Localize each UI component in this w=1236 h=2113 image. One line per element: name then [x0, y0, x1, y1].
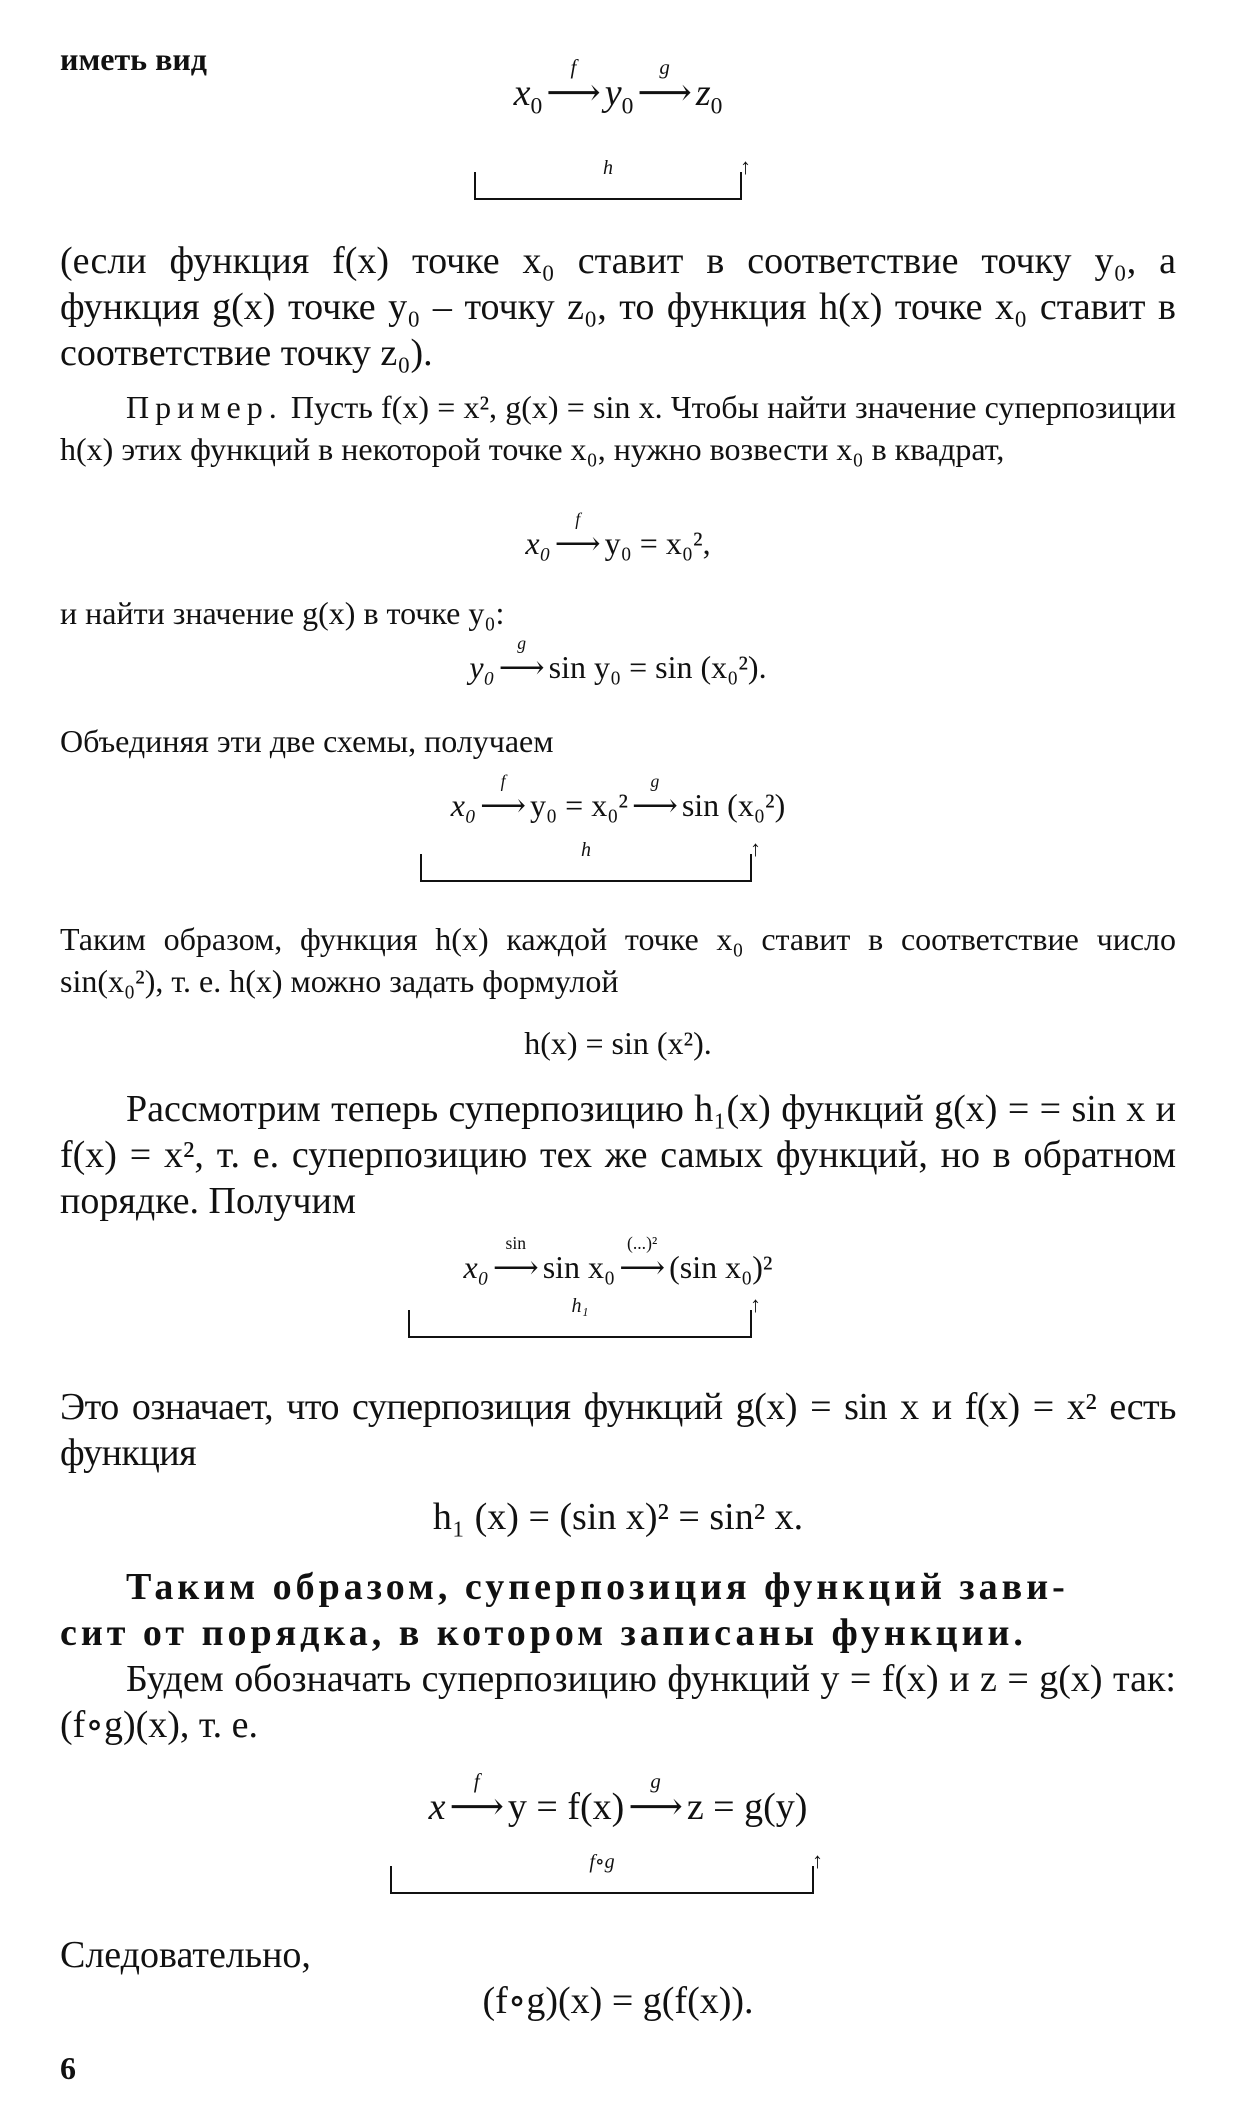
composition-bracket-2	[420, 836, 761, 882]
formula-5: (f∘g)(x) = g(f(x)).	[482, 1980, 754, 2022]
up-arrow-icon: ↑	[750, 836, 761, 861]
formula-3: h(x) = sin (x²).	[524, 1025, 712, 1061]
scheme-2-arrow-f-label: f	[500, 771, 506, 792]
composition-bracket-4	[390, 1848, 823, 1894]
bracket-4-label: f∘g	[589, 1851, 615, 1873]
paragraph-4: Это означает, что суперпозиция функций g(x) = sin x и f(x) = x² есть функция	[60, 1386, 1176, 1474]
formula-2-arrow-label: g	[517, 633, 527, 654]
bracket-3-label: h₁	[571, 1295, 589, 1317]
page-number: 6	[60, 2050, 76, 2086]
formula-2-left: y₀	[469, 649, 495, 685]
paragraph-2: Таким образом, функция h(x) каждой точке x₀ ставит в соответствие число sin(x₀²), т. е. h(x) можно задать формулой	[60, 921, 1176, 999]
up-arrow-icon: ↑	[740, 154, 751, 179]
formula-1-arrow-label: f	[575, 509, 581, 530]
bracket-2-label: h	[581, 839, 591, 861]
scheme-1-y-sub: 0	[621, 93, 634, 120]
scheme-3-left: x₀	[463, 1249, 489, 1285]
scheme-4-mid: y = f(x)	[507, 1786, 625, 1828]
scheme-4-arrow-f-label: f	[473, 1769, 480, 1794]
composition-bracket-1	[474, 154, 751, 200]
scheme-3-arrow-square: (...)² ⟶	[615, 1246, 669, 1288]
scheme-3-arrow-sin: sin ⟶	[489, 1246, 543, 1288]
scheme-3-right: (sin x₀)²	[669, 1249, 773, 1285]
formula-2-arrow: g ⟶	[495, 646, 549, 688]
scheme-2-right: sin (x₀²)	[681, 787, 786, 823]
example-text: Пусть f(x) = x², g(x) = sin x. Чтобы найти значение суперпозиции h(x) этих функций в некоторой точке x₀, нужно возвести x₀ в квадрат,	[60, 389, 1177, 467]
scheme-1-z-sub: 0	[710, 93, 723, 120]
scheme-1-y: y	[604, 72, 622, 114]
arrow-g-label: g	[659, 55, 670, 80]
scheme-4-right: z = g(y)	[686, 1786, 808, 1828]
scheme-3	[0, 1233, 1236, 1288]
scheme-2-left: x₀	[450, 787, 477, 823]
formula-2-right: sin y₀ = sin (x₀²).	[548, 649, 767, 685]
up-arrow-icon: ↑	[750, 1292, 761, 1317]
formula-1-arrow: f ⟶	[551, 522, 605, 564]
scheme-4-arrow-g: g ⟶	[624, 1784, 686, 1830]
scheme-3-mid: sin x₀	[542, 1249, 616, 1285]
example-label: Пример.	[126, 389, 283, 425]
arrow-f: f ⟶	[542, 70, 604, 116]
bracket-1-label: h	[603, 157, 613, 179]
formula-1-left: x₀	[525, 525, 551, 561]
paragraph-6: Будем обозначать суперпозицию функций y = f(x) и z = g(x) так: (f∘g)(x), т. е.	[60, 1658, 1176, 1746]
formula-1-right: y₀ = x₀²,	[604, 525, 711, 561]
composition-bracket-3	[408, 1292, 761, 1338]
scheme-2-arrow-f: f ⟶	[476, 784, 530, 826]
formula-2	[0, 633, 1236, 688]
paragraph-5-line-1: Таким образом, суперпозиция функций зави-	[126, 1566, 1069, 1608]
scheme-2	[0, 771, 1236, 826]
combine-line: Объединяя эти две схемы, получаем	[60, 723, 554, 759]
scheme-1-x: x	[513, 72, 531, 114]
example-paragraph	[60, 386, 1176, 470]
scheme-2-arrow-g-label: g	[650, 771, 660, 792]
scheme-4	[0, 1769, 1236, 1830]
paragraph-3: Рассмотрим теперь суперпозицию h₁(x) функций g(x) = = sin x и f(x) = x², т. е. суперпозицию тех же самых функций, но в обратном порядке. Получим	[60, 1088, 1176, 1222]
scheme-1-x-sub: 0	[530, 93, 543, 120]
paragraph-5-line-2: сит от порядка, в котором записаны функции.	[60, 1612, 1027, 1654]
find-value-line: и найти значение g(x) в точке y₀:	[60, 595, 505, 631]
header-word: иметь вид	[60, 41, 207, 77]
arrow-g: g ⟶	[633, 70, 695, 116]
scheme-4-left: x	[428, 1786, 446, 1828]
formula-1	[0, 509, 1236, 564]
formula-4: h₁ (x) = (sin x)² = sin² x.	[432, 1496, 804, 1538]
arrow-f-label: f	[570, 55, 577, 80]
scheme-4-arrow-g-label: g	[650, 1769, 661, 1794]
paragraph-1: (если функция f(x) точке x₀ ставит в соответствие точку y₀, а функция g(x) точке y₀ – точку z₀, то функция h(x) точке x₀ ставит в соответствие точку z₀).	[60, 240, 1176, 374]
scheme-3-arrow-square-label: (...)²	[627, 1233, 658, 1254]
scheme-3-arrow-sin-label: sin	[505, 1233, 527, 1254]
scheme-1-z: z	[695, 72, 711, 114]
hence-line: Следовательно,	[60, 1934, 311, 1976]
scheme-2-mid: y₀ = x₀²	[529, 787, 628, 823]
scheme-4-arrow-f: f ⟶	[445, 1784, 507, 1830]
up-arrow-icon: ↑	[812, 1848, 823, 1873]
scheme-2-arrow-g: g ⟶	[628, 784, 682, 826]
